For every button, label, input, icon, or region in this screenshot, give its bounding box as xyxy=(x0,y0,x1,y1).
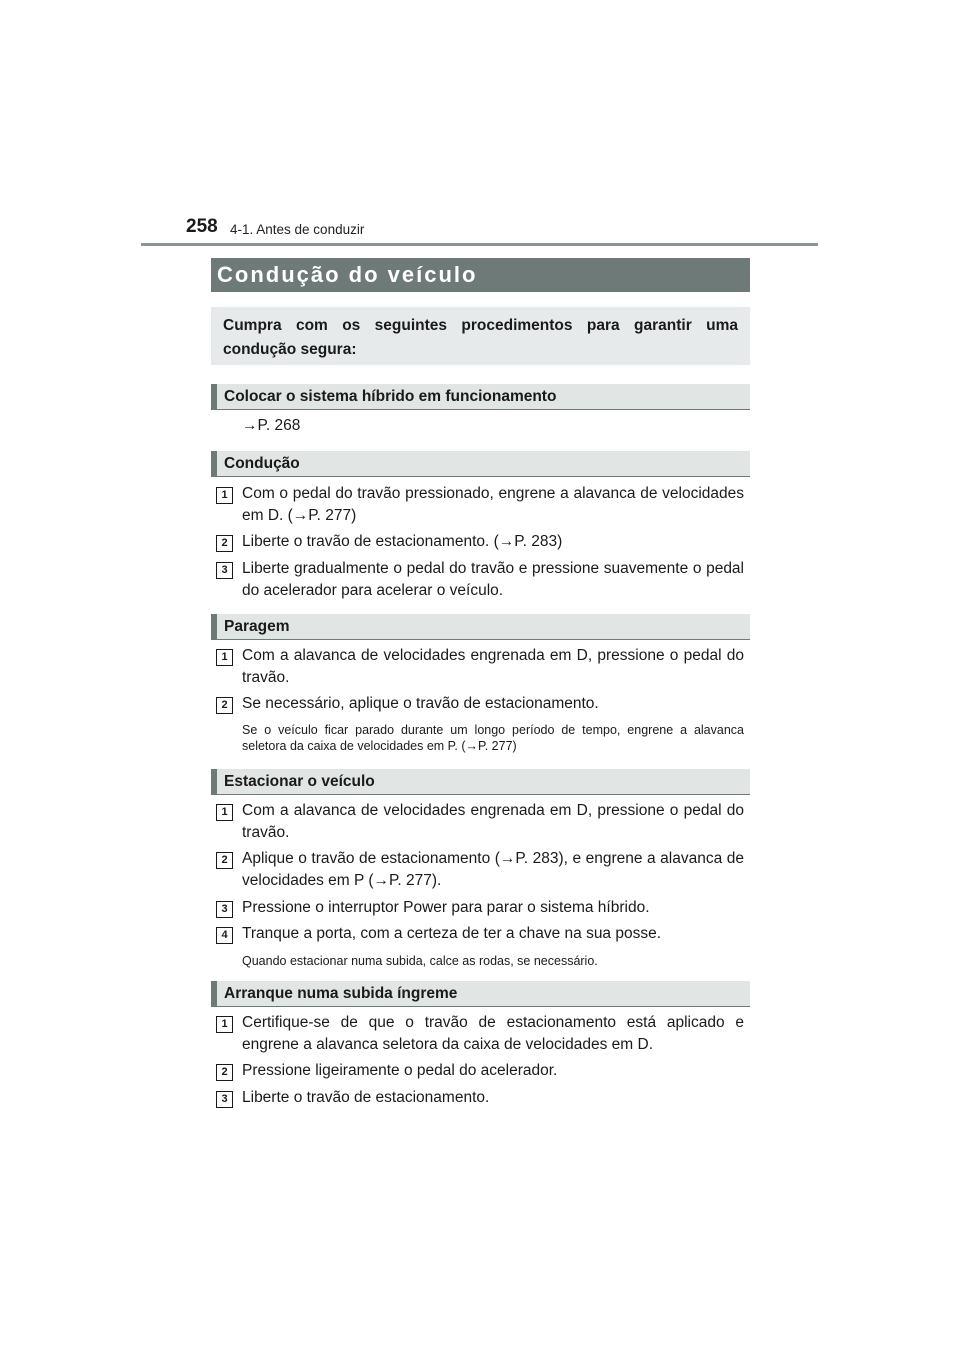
step-item xyxy=(216,483,744,527)
step-item xyxy=(216,1012,744,1056)
step-text: Liberte gradualmente o pedal do travão e pressione suavemente o pedal do acelerador para acelerar o veículo. xyxy=(242,560,744,599)
step-number: 3 xyxy=(216,1091,233,1108)
breadcrumb: 4-1. Antes de conduzir xyxy=(230,222,365,237)
step-number: 1 xyxy=(216,649,233,666)
section-heading-hill-start: Arranque numa subida íngreme xyxy=(211,981,750,1007)
step-number: 1 xyxy=(216,804,233,821)
step-item xyxy=(216,800,744,844)
stopping-note: Se o veículo ficar parado durante um longo período de tempo, engrene a alavanca seletora da caixa de velocidades em P. (→P. 277) xyxy=(242,723,744,753)
step-text: Liberte o travão de estacionamento. (→P. 283) xyxy=(242,533,563,550)
section-heading-driving: Condução xyxy=(211,451,750,477)
page-reference[interactable]: →P. 268 xyxy=(242,417,301,434)
section-heading-parking: Estacionar o veículo xyxy=(211,769,750,795)
step-text: Pressione ligeiramente o pedal do acelerador. xyxy=(242,1062,558,1079)
step-text: Aplique o travão de estacionamento (→P. 283), e engrene a alavanca de velocidades em P (→P. 277). xyxy=(242,850,744,889)
step-number: 1 xyxy=(216,487,233,504)
step-item xyxy=(216,645,744,689)
step-item xyxy=(216,531,744,553)
step-item xyxy=(216,923,744,945)
step-text: Liberte o travão de estacionamento. xyxy=(242,1089,490,1106)
step-text: Com a alavanca de velocidades engrenada em D, pressione o pedal do travão. xyxy=(242,647,744,686)
step-text: Pressione o interruptor Power para parar o sistema híbrido. xyxy=(242,899,650,916)
step-item xyxy=(216,693,744,715)
step-text: Com o pedal do travão pressionado, engrene a alavanca de velocidades em D. (→P. 277) xyxy=(242,485,744,524)
step-item xyxy=(216,1087,744,1109)
step-item xyxy=(216,558,744,602)
step-item xyxy=(216,1060,744,1082)
header-rule xyxy=(141,243,818,246)
step-text: Se necessário, aplique o travão de estacionamento. xyxy=(242,695,599,712)
step-number: 2 xyxy=(216,1064,233,1081)
page-title: Condução do veículo xyxy=(211,258,750,292)
step-text: Tranque a porta, com a certeza de ter a chave na sua posse. xyxy=(242,925,662,942)
step-number: 3 xyxy=(216,901,233,918)
step-number: 3 xyxy=(216,562,233,579)
section-heading-start: Colocar o sistema híbrido em funcionamento xyxy=(211,384,750,410)
step-item xyxy=(216,848,744,892)
step-item xyxy=(216,897,744,919)
step-text: Certifique-se de que o travão de estacionamento está aplicado e engrene a alavanca seletora da caixa de velocidades em D. xyxy=(242,1014,744,1053)
step-number: 2 xyxy=(216,852,233,869)
section-heading-stopping: Paragem xyxy=(211,614,750,640)
step-number: 2 xyxy=(216,535,233,552)
page-number: 258 xyxy=(186,216,218,237)
parking-note: Quando estacionar numa subida, calce as rodas, se necessário. xyxy=(242,954,598,968)
step-text: Com a alavanca de velocidades engrenada em D, pressione o pedal do travão. xyxy=(242,802,744,841)
step-number: 1 xyxy=(216,1016,233,1033)
step-number: 4 xyxy=(216,927,233,944)
step-number: 2 xyxy=(216,697,233,714)
intro-box: Cumpra com os seguintes procedimentos para garantir uma condução segura: xyxy=(211,307,750,365)
